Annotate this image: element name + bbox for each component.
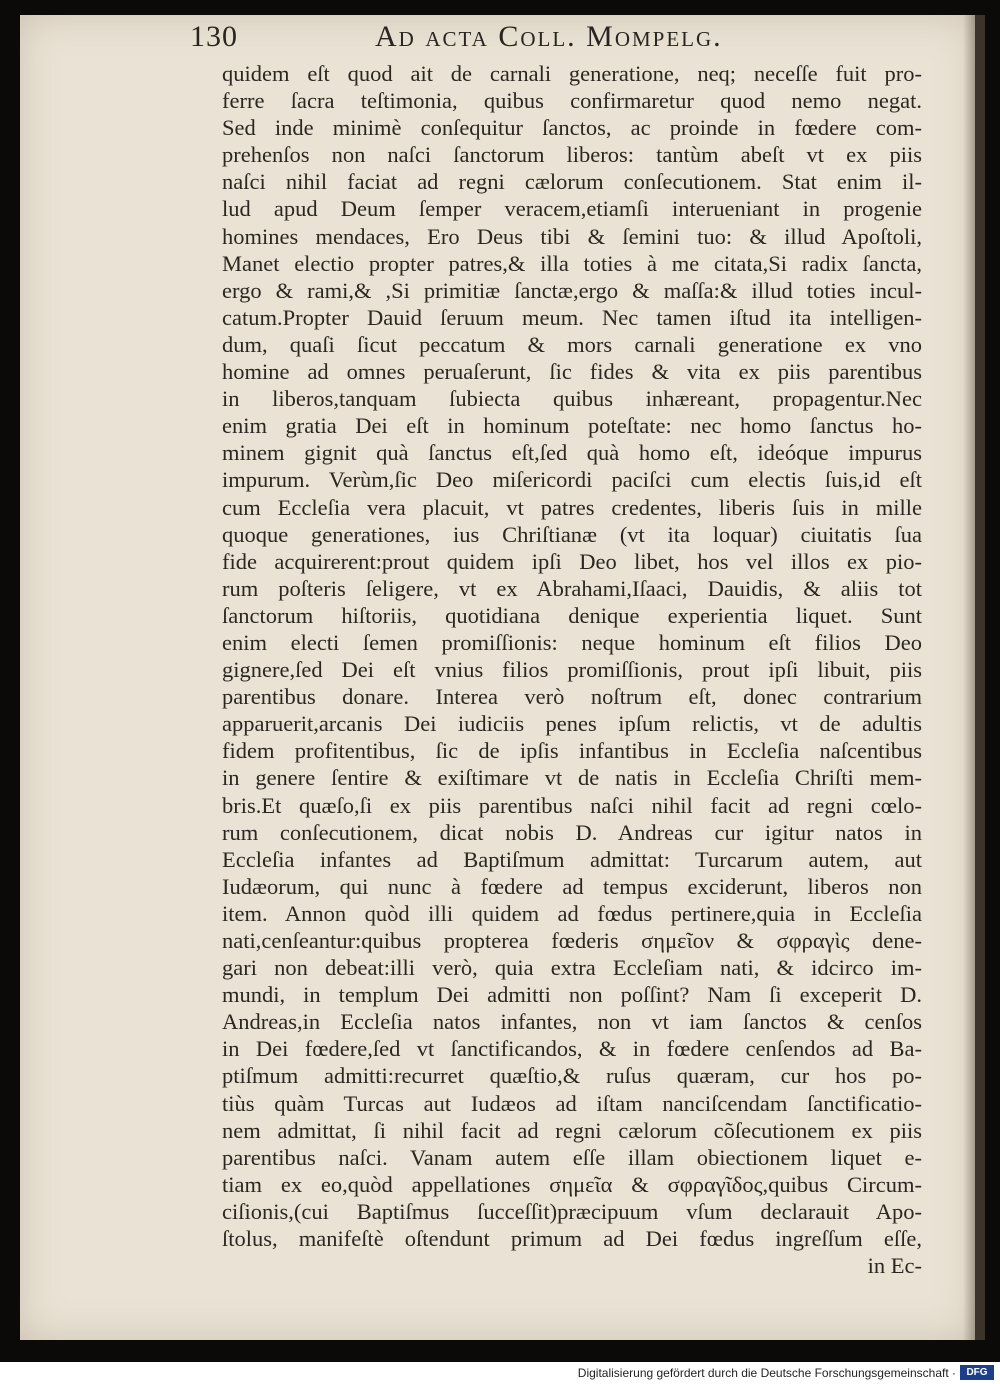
text-line: Iudæorum, qui nunc à fœdere ad tempus exciderunt, liberos non — [222, 873, 922, 899]
text-line: ciſionis,(cui Baptiſmus ſucceſſit)præcipuum vſum declarauit Apo- — [222, 1198, 922, 1224]
text-line: parentibus naſci. Vanam autem eſſe illam obiectionem liquet e- — [222, 1144, 922, 1170]
text-line: nati,cenſeantur:quibus propterea fœderis σημεῖον & σφραγὶς dene- — [222, 928, 922, 953]
text-line: ſanctorum hiſtoriis, quotidiana denique experientia liquet. Sunt — [222, 602, 922, 628]
text-line: mundi, in templum Dei admitti non poſſint? Nam ſi exceperit D. — [222, 982, 922, 1008]
text-line: enim gratia Dei eſt in hominum poteſtate: nec homo ſanctus ho- — [222, 413, 922, 439]
text-line: cum Eccleſia vera placuit, vt patres credentes, liberis ſuis in mille — [222, 494, 922, 520]
text-line: rum conſecutionem, dicat nobis D. Andreas cur igitur natos in — [222, 819, 922, 845]
text-line: in Ec- — [867, 1253, 922, 1279]
text-line: parentibus donare. Interea verò noſtrum eſt, donec contrarium — [222, 684, 922, 710]
text-line: lud apud Deum ſemper veracem,etiamſi interueniant in progenie — [222, 196, 922, 222]
page-number: 130 — [190, 20, 238, 53]
text-line: ergo & rami,& ,Si primitiæ ſanctæ,ergo & maſſa:& illud toties incul- — [222, 277, 922, 303]
text-line: apparuerit,arcanis Dei iudiciis penes ipſum relictis, vt de adultis — [222, 711, 922, 737]
text-line: quidem eſt quod ait de carnali generatione, neq; neceſſe fuit pro- — [222, 61, 922, 86]
body-text — [222, 60, 922, 1279]
text-line: fidem profitentibus, ſic de ipſis infantibus in Eccleſia naſcentibus — [222, 738, 922, 764]
running-head — [190, 20, 930, 60]
text-line: ferre ſacra teſtimonia, quibus confirmaretur quod nemo negat. — [222, 88, 922, 114]
page-edge — [975, 15, 985, 1340]
text-line: ſtolus, manifeſtè oſtendunt primum ad Dei fœdus ingreſſum eſſe, — [222, 1226, 922, 1252]
text-line: ptiſmum admitti:recurret quæſtio,& ruſus quæram, cur hos po- — [222, 1063, 922, 1089]
text-line: rum poſteris ſeligere, vt ex Abrahami,Iſaaci, Dauidis, & aliis tot — [222, 575, 922, 601]
dfg-logo: DFG — [960, 1365, 994, 1380]
running-title: Ad acta Coll. Mompelg. — [375, 20, 723, 53]
text-line: enim electi ſemen promiſſionis: neque hominum eſt filios Deo — [222, 629, 922, 655]
text-line: tiam ex eo,quòd appellationes σημεῖα & σφραγῖδος,quibus Circum- — [222, 1171, 922, 1197]
text-line: homine ad omnes peruaſerunt, ſic fides & vita ex piis parentibus — [222, 359, 922, 385]
text-line: tiùs quàm Turcas aut Iudæos ad iſtam nanciſcendam ſanctificatio- — [222, 1090, 922, 1116]
footer-bar — [0, 1362, 1000, 1384]
text-line: prehenſos non naſci ſanctorum liberos: tantùm abeſt vt ex piis — [222, 142, 922, 168]
text-line: bris.Et quæſo,ſi ex piis parentibus naſci nihil facit ad regni cœlo- — [222, 792, 922, 818]
text-line: in liberos,tanquam ſubiecta quibus inhæreant, propagentur.Nec — [222, 386, 922, 412]
text-line: Eccleſia infantes ad Baptiſmum admittat: Turcarum autem, aut — [222, 846, 922, 872]
text-line: fide acquirerent:prout quidem ipſi Deo libet, hos vel illos ex pio- — [222, 548, 922, 574]
text-line: Manet electio propter patres,& illa toties à me citata,Si radix ſancta, — [222, 250, 922, 276]
text-line: quoque generationes, ius Chriſtianæ (vt ita loquar) ciuitatis ſua — [222, 521, 922, 547]
text-line: impurum. Verùm,ſic Deo miſericordi paciſci cum electis ſuis,id eſt — [222, 467, 922, 493]
text-line: catum.Propter Dauid ſeruum meum. Nec tamen iſtud ita intelligen- — [222, 304, 922, 330]
text-line: homines mendaces, Ero Deus tibi & ſemini tuo: & illud Apoſtoli, — [222, 223, 922, 249]
text-line: Sed inde minimè conſequitur ſanctos, ac proinde in fœdere com- — [222, 115, 922, 141]
text-line: gari non debeat:illi verò, quia extra Eccleſiam nati, & idcirco im- — [222, 955, 922, 981]
text-line: item. Annon quòd illi quidem ad fœdus pertinere,quia in Eccleſia — [222, 900, 922, 926]
text-line: dum, quaſi ſicut peccatum & mors carnali generatione ex vno — [222, 331, 922, 357]
text-line: naſci nihil faciat ad regni cælorum conſecutionem. Stat enim il- — [222, 169, 922, 195]
footer-credit: Digitalisierung gefördert durch die Deutsche Forschungsgemeinschaft · — [577, 1366, 956, 1380]
text-line: minem gignit quà ſanctus eſt,ſed quà homo eſt, ideóque impurus — [222, 440, 922, 466]
text-line: Andreas,in Eccleſia natos infantes, non vt iam ſanctos & cenſos — [222, 1009, 922, 1035]
text-line: gignere,ſed Dei eſt vnius filios promiſſionis, prout ipſi libuit, piis — [222, 657, 922, 683]
text-line: in Dei fœdere,ſed vt ſanctificandos, & in fœdere cenſendos ad Ba- — [222, 1036, 922, 1062]
text-line: in genere ſentire & exiſtimare vt de natis in Eccleſia Chriſti mem- — [222, 765, 922, 791]
text-line: nem admittat, ſi nihil facit ad regni cælorum cõſecutionem ex piis — [222, 1117, 922, 1143]
